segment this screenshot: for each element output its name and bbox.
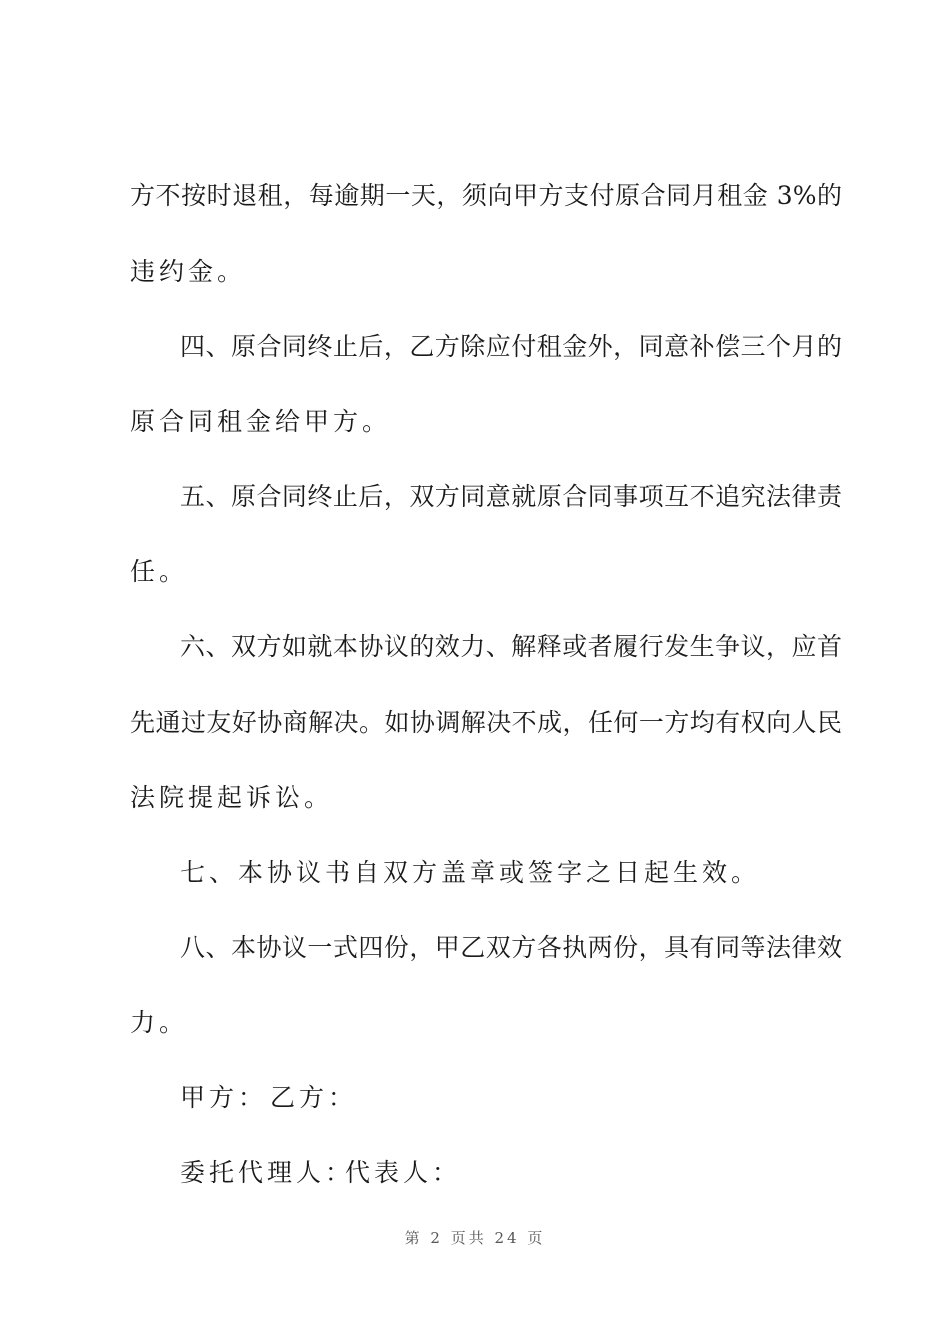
clause-6-line: 六、双方如就本协议的效力、解释或者履行发生争议，应首	[180, 632, 842, 661]
representative-label: 代表人：	[345, 1158, 462, 1187]
paragraph-line: 任。	[130, 557, 189, 586]
page-number-footer: 第 2 页共 24 页	[404, 1229, 546, 1247]
paragraph-line: 法院提起诉讼。	[130, 783, 334, 812]
paragraph-line: 违约金。	[130, 257, 247, 286]
clause-5-line: 五、原合同终止后，双方同意就原合同事项互不追究法律责	[180, 482, 842, 511]
clause-4-line: 四、原合同终止后，乙方除应付租金外，同意补偿三个月的	[180, 332, 842, 361]
party-b-label: 乙方：	[270, 1083, 358, 1112]
clause-8-line: 八、本协议一式四份，甲乙双方各执两份，具有同等法律效	[180, 933, 842, 962]
paragraph-line: 方不按时退租，每逾期一天，须向甲方支付原合同月租金 3%的	[130, 181, 842, 210]
paragraph-line: 力。	[130, 1008, 189, 1037]
clause-7-line: 七、本协议书自双方盖章或签字之日起生效。	[180, 858, 761, 887]
party-a-label: 甲方：	[180, 1083, 268, 1112]
agent-label: 委托代理人：	[180, 1158, 355, 1187]
paragraph-line: 原合同租金给甲方。	[130, 407, 392, 436]
paragraph-line: 先通过友好协商解决。如协调解决不成，任何一方均有权向人民	[130, 708, 842, 737]
